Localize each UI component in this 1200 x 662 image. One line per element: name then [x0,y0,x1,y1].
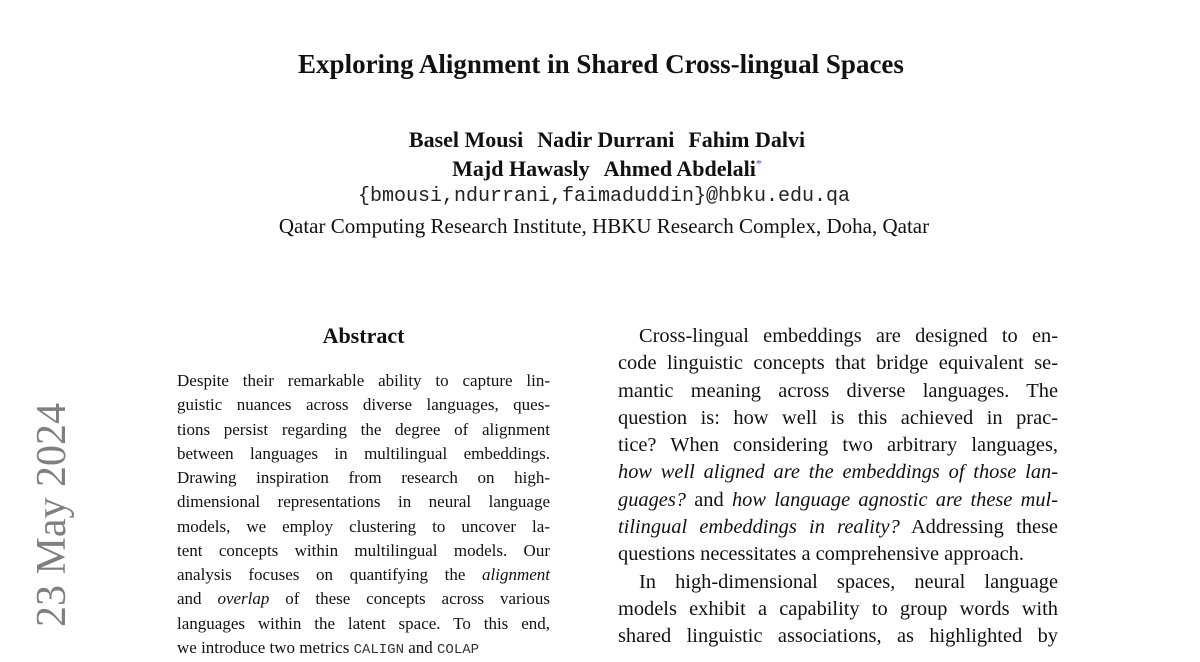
author-emails: {bmousi,ndurrani,faimaduddin}@hbku.edu.qa [357,185,851,208]
abstract-line: Drawing inspiration from research on high- [177,468,550,487]
introduction-text [618,323,1058,651]
body-line [618,487,1058,514]
abstract-text-run: analysis focuses on quantifying the [177,565,482,584]
author-name: Ahmed Abdelali [603,156,756,181]
body-line: tice? When considering two arbitrary languages, [618,434,1058,457]
body-emphasis: tilingual embeddings in reality? [618,516,900,539]
abstract-emphasis: alignment [482,565,550,584]
abstract-text-run: and [403,637,438,657]
abstract-line: guistic nuances across diverse languages, ques- [177,395,550,415]
body-text-run: Addressing these [899,516,1058,539]
abstract-line: models, we employ clustering to uncover la- [177,516,550,536]
metric-name: COLAP [437,641,480,658]
body-emphasis: guages? [618,488,686,511]
abstract-emphasis: overlap [217,589,270,609]
paper-title: Exploring Alignment in Shared Cross-lingual Spaces [298,49,904,79]
author-name: Fahim Dalvi [688,127,806,152]
metric-name: CALIGN [353,641,404,658]
body-text-run: and [685,488,732,511]
abstract-line: between languages in multilingual embeddings. [177,443,550,463]
body-line: question is: how well is this achieved in prac- [618,406,1058,429]
body-emphasis: how well aligned are the embeddings of those lan- [618,461,1058,484]
abstract-text-run: we introduce two metrics [177,637,354,657]
abstract-line [177,563,550,587]
author-name: Basel Mousi [408,127,524,152]
author-list-line-2 [0,155,1200,183]
abstract-line [177,636,550,662]
abstract-line: tions persist regarding the degree of alignment [177,419,550,439]
arxiv-date-stamp: 23 May 2024 [29,403,75,627]
body-line: Cross-lingual embeddings are designed to en- [639,325,1058,347]
body-line [618,459,1058,486]
abstract-line: Despite their remarkable ability to capture lin- [177,371,550,390]
abstract-heading: Abstract [322,323,405,348]
body-emphasis: how language agnostic are these mul- [731,488,1058,511]
body-line [618,514,1058,541]
author-list-line-1 [0,126,1200,154]
abstract-line: languages within the latent space. To this end, [177,613,550,633]
footnote-marker[interactable]: * [755,156,762,171]
author-name: Majd Hawasly [452,156,590,181]
body-line: code linguistic concepts that bridge equivalent se- [618,352,1058,375]
body-line: In high-dimensional spaces, neural language [639,570,1058,593]
body-line: models exhibit a capability to group words with [618,597,1058,620]
abstract-line: tent concepts within multilingual models. Our [177,540,550,560]
body-line: mantic meaning across diverse languages. The [618,379,1058,402]
abstract-text-run: and [177,589,218,609]
abstract-line: dimensional representations in neural language [177,492,550,512]
abstract-line [177,587,550,611]
body-line: questions necessitates a comprehensive approach. [618,543,1024,566]
abstract-text-run: of these concepts across various [269,589,550,609]
abstract-text [177,369,550,662]
author-name: Nadir Durrani [537,127,675,152]
author-affiliation: Qatar Computing Research Institute, HBKU Research Complex, Doha, Qatar [278,214,930,238]
body-line: shared linguistic associations, as highlighted by [618,625,1058,648]
